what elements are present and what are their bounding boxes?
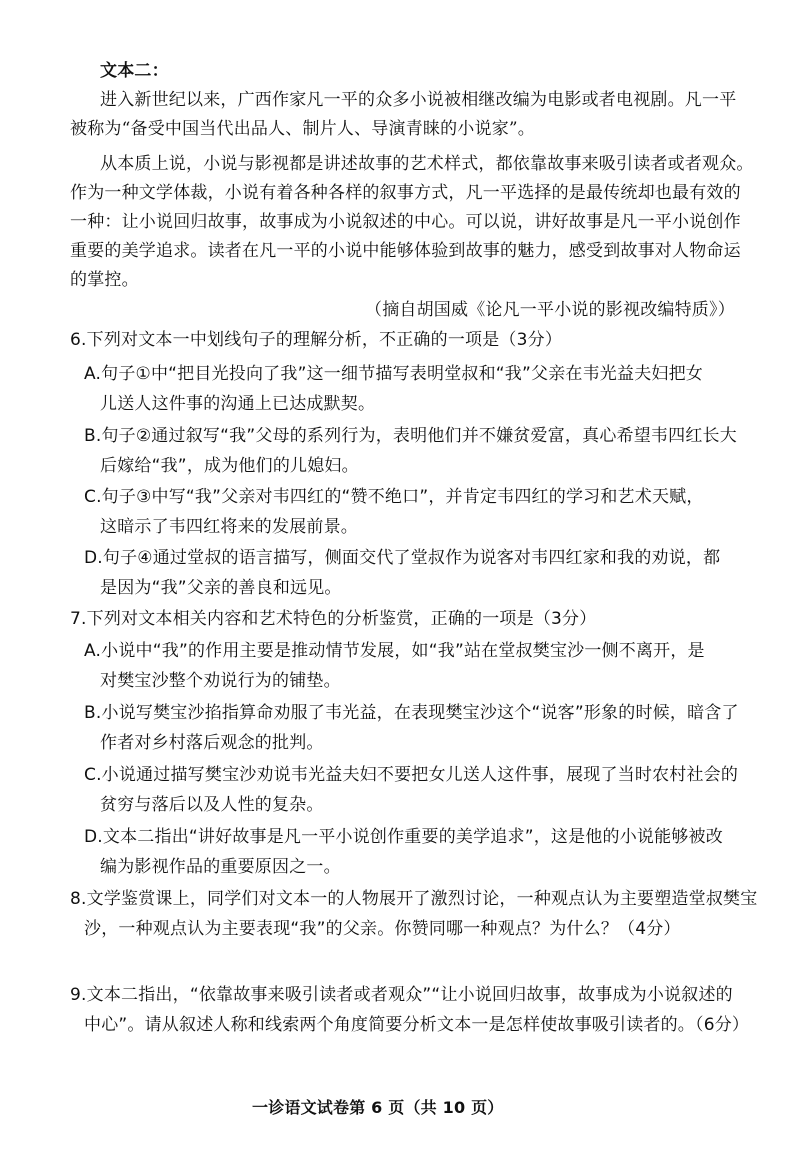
page-footer: 一诊语文试卷第 6 页（共 10 页） <box>252 1098 504 1117</box>
q6-option-b-line2: 后嫁给“我”，成为他们的儿媳妇。 <box>100 456 359 476</box>
q7-option-c-line1: C.小说通过描写樊宝沙劝说韦光益夫妇不要把女儿送人这件事，展现了当时农村社会的 <box>84 765 739 785</box>
text2-p2-line1: 从本质上说，小说与影视都是讲述故事的艺术样式，都依靠故事来吸引读者或者观众。 <box>100 154 754 174</box>
text2-p2-line2: 作为一种文学体裁，小说有着各种各样的叙事方式，凡一平选择的是最传统却也最有效的 <box>70 183 741 203</box>
q8-line1: 8.文学鉴赏课上，同学们对文本一的人物展开了激烈讨论，一种观点认为主要塑造堂叔樊宝 <box>70 889 758 909</box>
q8-line2: 沙，一种观点认为主要表现“我”的父亲。你赞同哪一种观点？为什么？（4分） <box>84 919 681 939</box>
q7-option-d-line1: D.文本二指出“讲好故事是凡一平小说创作重要的美学追求”，这是他的小说能够被改 <box>84 827 723 847</box>
text2-p1-line2: 被称为“备受中国当代出品人、制片人、导演青睐的小说家”。 <box>70 119 535 139</box>
text2-p2-line3: 一种：让小说回归故事，故事成为小说叙述的中心。可以说，讲好故事是凡一平小说创作 <box>70 212 741 232</box>
q7-option-a-line2: 对樊宝沙整个劝说行为的铺垫。 <box>100 671 341 691</box>
q6-option-c-line1: C.句子③中写“我”父亲对韦四红的“赞不绝口”，并肯定韦四红的学习和艺术天赋， <box>84 487 704 507</box>
q9-line1: 9.文本二指出，“依靠故事来吸引读者或者观众”“让小说回归故事，故事成为小说叙述的 <box>70 985 733 1005</box>
q7-option-b-line2: 作者对乡村落后观念的批判。 <box>100 733 324 753</box>
q6-option-a-line2: 儿送人这件事的沟通上已达成默契。 <box>100 394 376 414</box>
q6-option-d-line1: D.句子④通过堂叔的语言描写，侧面交代了堂叔作为说客对韦四红家和我的劝说，都 <box>84 548 721 568</box>
q6-option-a-line1: A.句子①中“把目光投向了我”这一细节描写表明堂叔和“我”父亲在韦光益夫妇把女 <box>84 364 704 384</box>
q9-line2: 中心”。请从叙述人称和线索两个角度简要分析文本一是怎样使故事吸引读者的。（6分） <box>84 1015 750 1035</box>
q7-option-b-line1: B.小说写樊宝沙掐指算命劝服了韦光益，在表现樊宝沙这个“说客”形象的时候，暗含了 <box>84 703 739 723</box>
q7-option-c-line2: 贫穷与落后以及人性的复杂。 <box>100 795 324 815</box>
q6-option-b-line1: B.句子②通过叙写“我”父母的系列行为，表明他们并不嫌贫爱富，真心希望韦四红长大 <box>84 426 737 446</box>
q7-option-d-line2: 编为影视作品的重要原因之一。 <box>100 857 341 877</box>
text2-heading: 文本二： <box>100 61 169 81</box>
q6-stem: 6.下列对文本一中划线句子的理解分析，不正确的一项是（3分） <box>70 330 563 350</box>
text2-p1-line1: 进入新世纪以来，广西作家凡一平的众多小说被相继改编为电影或者电视剧。凡一平 <box>100 90 737 110</box>
text2-p2-line4: 重要的美学追求。读者在凡一平的小说中能够体验到故事的魅力，感受到故事对人物命运 <box>70 241 741 261</box>
q7-option-a-line1: A.小说中“我”的作用主要是推动情节发展，如“我”站在堂叔樊宝沙一侧不离开，是 <box>84 641 705 661</box>
q6-option-d-line2: 是因为“我”父亲的善良和远见。 <box>100 578 342 598</box>
text2-source: （摘自胡国威《论凡一平小说的影视改编特质》） <box>365 300 735 320</box>
q7-stem: 7.下列对文本相关内容和艺术特色的分析鉴赏，正确的一项是（3分） <box>70 609 597 629</box>
q6-option-c-line2: 这暗示了韦四红将来的发展前景。 <box>100 517 358 537</box>
text2-p2-line5: 的掌控。 <box>70 270 139 290</box>
